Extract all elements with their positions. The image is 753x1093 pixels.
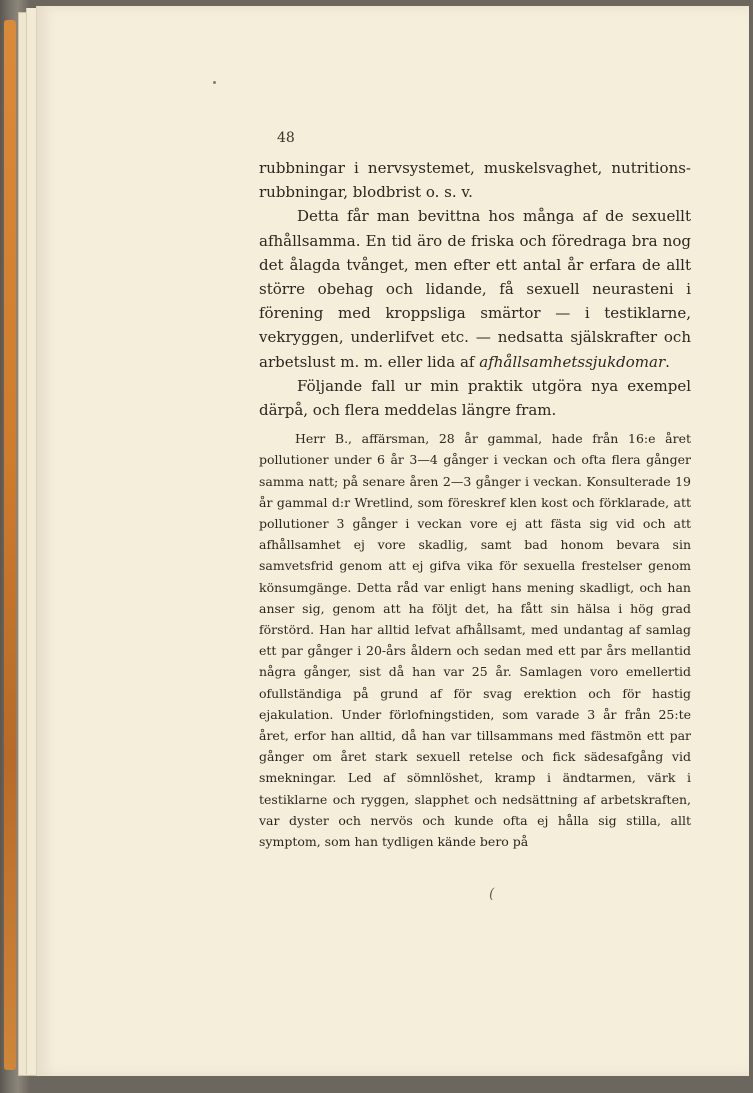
- book-edge: [4, 20, 16, 1070]
- page-number: 48: [277, 130, 295, 146]
- paragraph-2-text: Detta får man bevittna hos många af de sexuellt afhållsamma. En tid äro de friska och föredraga bra nog det ålagda tvånget, men efter ett antal år erfara de allt större obehag och lidande, få sexuell neurasteni i förening med kroppsliga smärtor — i testiklarne, vekryggen, underlifvet etc. — nedsatta själskrafter och arbetslust m. m. eller lida af: [259, 207, 691, 371]
- margin-mark: (: [489, 886, 495, 902]
- paper-speck: [213, 81, 216, 84]
- paragraph-2-end: .: [665, 352, 670, 371]
- book-page: [36, 6, 749, 1076]
- page-text: [259, 156, 691, 852]
- paragraph-1: rubbningar i nervsystemet, muskelsvaghet, nutritions-rubbningar, blodbrist o. s. v.: [259, 159, 691, 202]
- italic-term: afhållsamhetssjukdomar: [479, 352, 666, 371]
- paragraph-2: [259, 204, 691, 373]
- case-report: Herr B., affärsman, 28 år gammal, hade från 16:e året pollutioner under 6 år 3—4 gånger i veckan och ofta flera gånger samma natt; på senare åren 2—3 gånger i veckan. Konsulterade 19 år gammal d:r Wretlind, som föreskref klen kost och förklarade, att pollutioner 3 gånger i veckan vore ej att fästa sig vid och att afhållsamhet ej vore skadlig, samt bad honom bevara sin samvetsfrid genom att ej gifva vika för sexuella frestelser genom könsumgänge. Detta råd var enligt hans mening skadligt, och han anser sig, genom att ha följt det, ha fått sin hälsa i hög grad förstörd. Han har alltid lefvat afhållsamt, med undantag af samlag ett par gånger i 20-års åldern och sedan med ett par års mellantid några gånger, sist då han var 25 år. Samlagen voro emellertid ofullständiga på grund af för svag erektion och för hastig ejakulation. Under förlofningstiden, som varade 3 år från 25:te året, erfor han alltid, då han var tillsammans med fästmön ett par gånger om året stark sexuell retelse och fick sädesafgång vid smekningar. Led af sömnlöshet, kramp i ändtarmen, värk i testiklarne och ryggen, slapphet och nedsättning af arbetskraften, var dyster och nervös och kunde ofta ej hålla sig stilla, allt symptom, som han tydligen kände bero på: [259, 431, 691, 850]
- paragraph-3: Följande fall ur min praktik utgöra nya exempel därpå, och flera meddelas längre fram.: [259, 376, 691, 420]
